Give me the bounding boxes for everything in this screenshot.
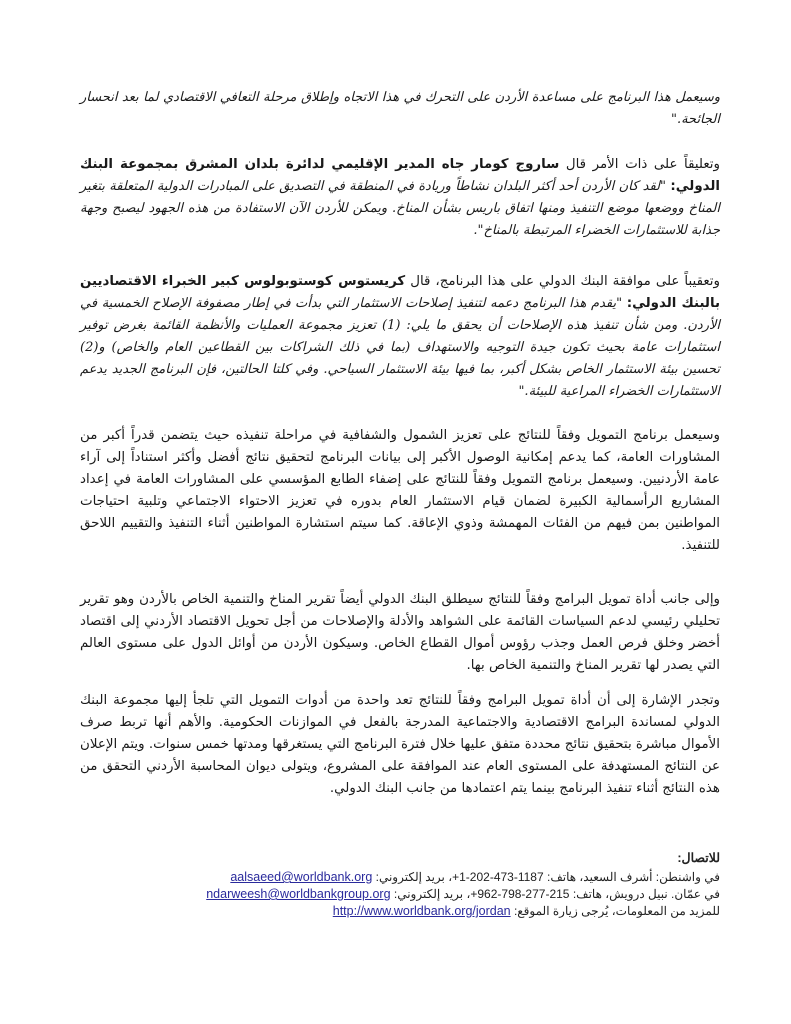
website-link[interactable]: http://www.worldbank.org/jordan — [332, 904, 511, 918]
email-link-ndarweesh[interactable]: ndarweesh@worldbankgroup.org — [206, 887, 391, 901]
closing-quote-paragraph — [80, 87, 720, 131]
speaker-name: ساروج كومار جاه المدير الإقليمي لدائرة بلدان المشرق بمجموعة البنك الدولي: — [80, 157, 720, 194]
financing-instrument-paragraph — [80, 690, 720, 800]
quote-text: وسيعمل هذا البرنامج على مساعدة الأردن على التحرك في هذا الاتجاه وإطلاق مرحلة التعافي الاقتصادي لما بعد انحسار الجائحة." — [80, 90, 720, 127]
paragraph-text: وإلى جانب أداة تمويل البرامج وفقاً للنتائج سيطلق البنك الدولي أيضاً تقرير المناخ والتنمية الخاص بالأردن وهو تقرير تحليلي رئيسي لدعم السياسات القائمة على الشواهد والأدلة والإصلاحات من أجل تحويل الاقتصاد الأردني إلى اقتصاد أخضر وخلق فرص العمل وجذب رؤوس أموال القطاع الخاص. وسيكون الأردن من أوائل الدول على مستوى العالم التي يصدر لها تقرير المناخ والتنمية الخاص بها. — [80, 592, 720, 673]
email-link-aalsaeed[interactable]: aalsaeed@worldbank.org — [230, 870, 373, 884]
contact-section — [80, 850, 720, 920]
contact-amman — [80, 886, 720, 903]
quote-text: "لقد كان الأردن أحد أكثر البلدان نشاطاً وريادة في المنطقة في التصديق على المبادرات الدولية المتعلقة بتغير المناخ ووضعها موضع التنفيذ ومنها اتفاق باريس بشأن المناخ. ويمكن للأردن الآن الاستفادة من هذه الجهود ليصبح وجهة جذابة للاستثمارات الخضراء المرتبطة بالمناخ". — [80, 179, 720, 238]
contact-details: في عمّان. نبيل درويش، هاتف: 215-277-798-962+، بريد إلكتروني: — [390, 887, 720, 901]
contact-details: في واشنطن: أشرف السعيد، هاتف: 1187-473-202-1+، بريد إلكتروني: — [372, 870, 720, 884]
contact-details: للمزيد من المعلومات، يُرجى زيارة الموقع: — [510, 904, 720, 918]
contact-website — [80, 903, 720, 920]
paragraph-text: وسيعمل برنامج التمويل وفقاً للنتائج على تعزيز الشمول والشفافية في مراحلة تنفيذه حيث يتضمن قدراً أكبر من المشاورات العامة، كما يدعم إمكانية الوصول الأكبر إلى بيانات البرنامج لتحقيق نتائج أفضل وأكثر استناداً إلى آراء عامة الأردنيين. وسيعمل برنامج التمويل وفقاً للنتائج على إضفاء الطابع المؤسسي على المشاورات العامة في إعداد المشاريع الرأسمالية الكبيرة لضمان قيام الاستثمار العام بدوره في تعزيز الاحتواء الاجتماعي وتلبية احتياجات المواطنين بمن فيهم من الفئات المهمشة وذوي الإعاقة. كما سيتم استشارة المواطنين أثناء التنفيذ والتقييم اللاحق للتنفيذ. — [80, 428, 720, 553]
statement-intro: وتعليقاً على ذات الأمر قال — [559, 157, 720, 172]
statement-intro: وتعقيباً على موافقة البنك الدولي على هذا البرنامج، قال — [405, 274, 720, 289]
regional-director-statement-paragraph — [80, 154, 720, 242]
paragraph-text: وتجدر الإشارة إلى أن أداة تمويل البرامج وفقاً للنتائج تعد واحدة من أدوات التمويل التي تلجأ إليها مجموعة البنك الدولي لمساندة البرامج الاقتصادية والاجتماعية المدرجة بالفعل في الموازنات الحكومية. والأهم أنها تربط صرف الأموال مباشرة بتحقيق نتائج محددة متفق عليها خلال فترة البرنامج التي يستغرقها ومدتها خمس سنوات. ويتم الإعلان عن النتائج المستهدفة على المستوى العام عند الموافقة على المشروع، ويتولى ديوان المحاسبة الأردني التحقق من هذه النتائج أثناء تنفيذ البرنامج بينما يتم اعتمادها من جانب البنك الدولي. — [80, 693, 720, 796]
quote-text: "يقدم هذا البرنامج دعمه لتنفيذ إصلاحات الاستثمار التي بدأت في إطار مصفوفة الإصلاح الخمسية في الأردن. ومن شأن تنفيذ هذه الإصلاحات أن يحقق ما يلي: (1) تعزيز مجموعة العمليات والأنظمة القائمة بغرض توفير استثمارات عامة بحيث تكون جيدة التوجيه والاستهداف (بما في ذلك الشراكات بين القطاعين العام والخاص) و(2) تحسين بيئة الاستثمار الخاص بشكل أكبر، بما فيها بيئة الاستثمار السياحي. وفي كلتا الحالتين، فإن البرنامج الجديد يدعم الاستثمارات الخضراء المراعية للبيئة." — [80, 296, 720, 399]
speaker-name: كريستوس كوستوبولوس كبير الخبراء الاقتصاديين بالبنك الدولي: — [80, 274, 720, 311]
contact-heading: للاتصال: — [677, 851, 720, 865]
climate-report-paragraph — [80, 589, 720, 677]
program-inclusion-paragraph — [80, 425, 720, 557]
contact-washington — [80, 869, 720, 886]
chief-economist-statement-paragraph — [80, 271, 720, 403]
